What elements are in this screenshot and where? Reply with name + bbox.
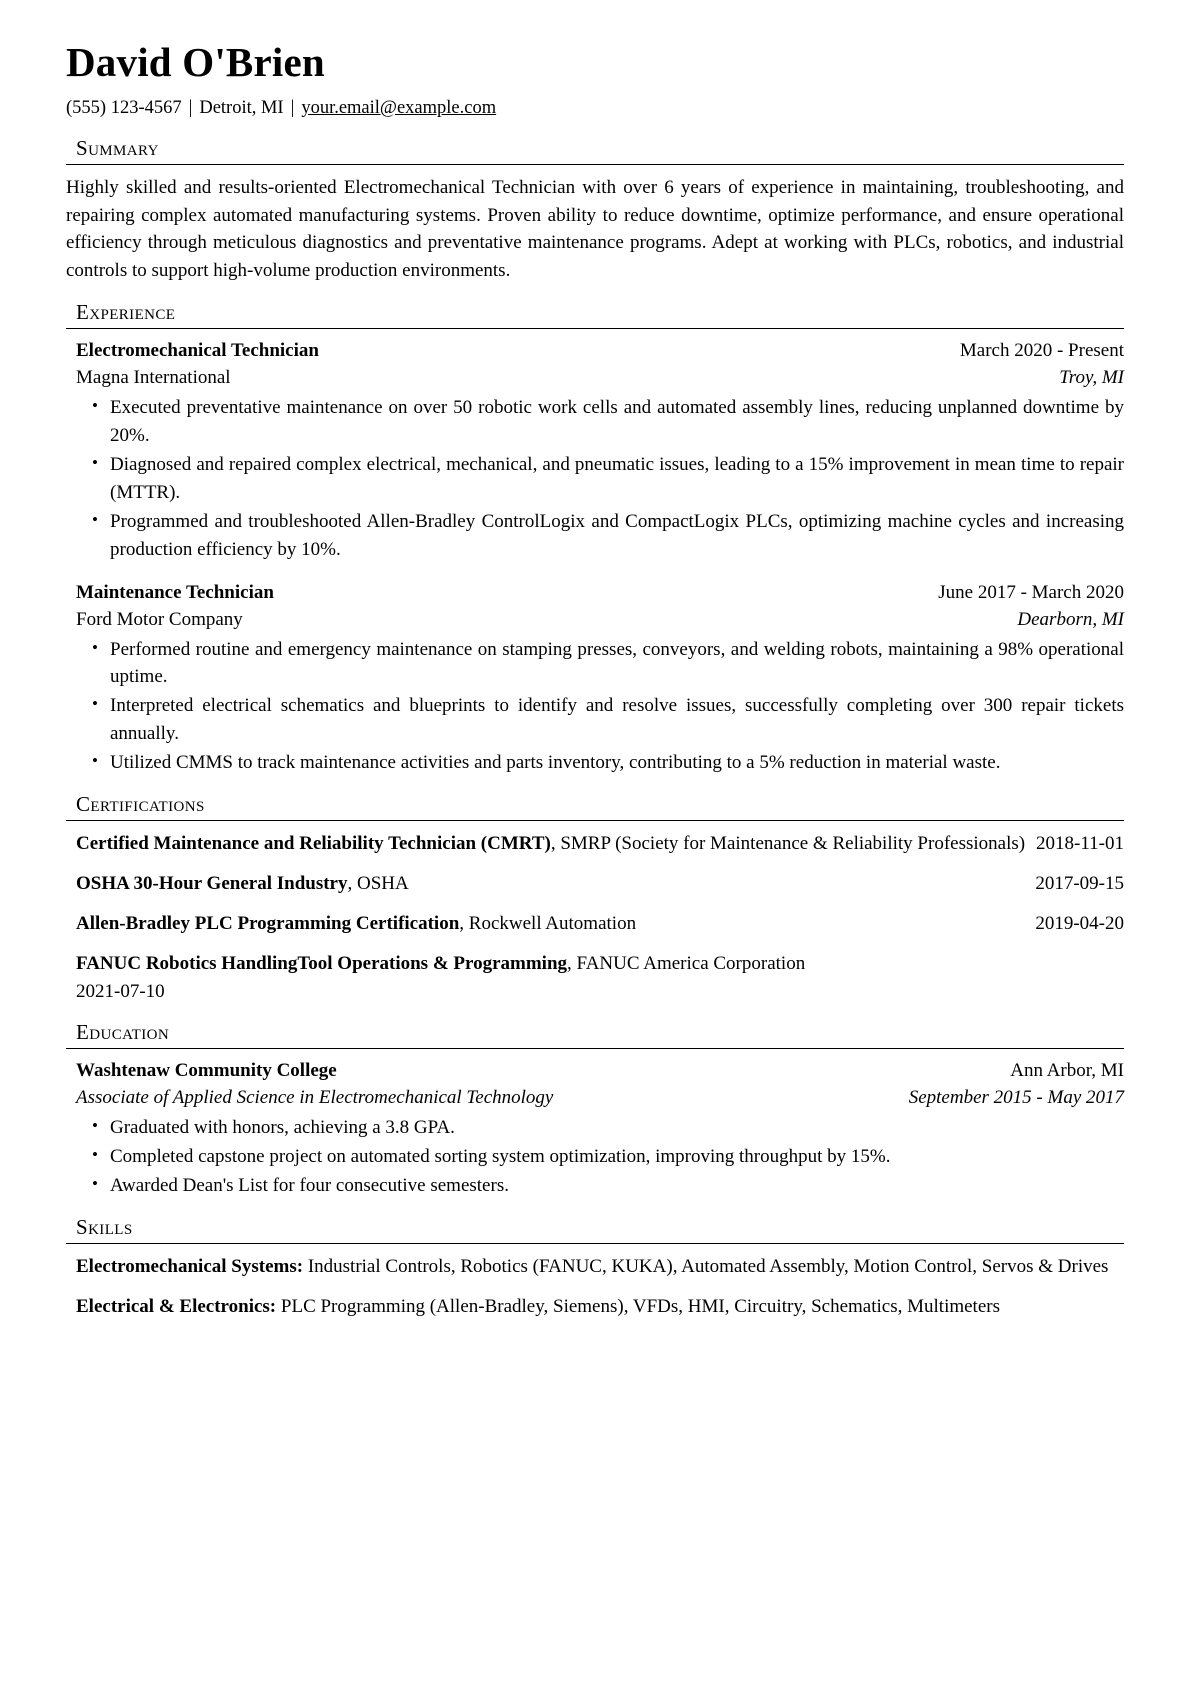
experience-bullet: • Executed preventative maintenance on over 50 robotic work cells and automated assembly lines, reducing unplanned downtime by 20%. [66, 394, 1124, 450]
certification-name: Allen-Bradley PLC Programming Certification [76, 912, 460, 934]
section-certifications [66, 792, 1124, 1005]
section-experience [66, 300, 1124, 777]
job-title: Electromechanical Technician [76, 340, 319, 362]
skill-category: Electrical & Electronics: [76, 1295, 277, 1317]
section-rule [66, 164, 1124, 165]
skill-group [66, 1253, 1124, 1281]
experience-bullet-list [66, 394, 1124, 564]
certification-date: 2018-11-01 [1036, 832, 1124, 854]
certification-entry [66, 910, 1124, 938]
section-education [66, 1020, 1124, 1199]
skill-items: PLC Programming (Allen-Bradley, Siemens), VFDs, HMI, Circuitry, Schematics, Multimeters [276, 1295, 1000, 1317]
certification-date: 2021-07-10 [76, 980, 165, 1002]
experience-entry-header [66, 338, 1124, 365]
skill-items: Industrial Controls, Robotics (FANUC, KUKA), Automated Assembly, Motion Control, Servos & Drives [303, 1255, 1109, 1277]
education-body [66, 1058, 1124, 1200]
certification-date: 2019-04-20 [1035, 912, 1124, 934]
experience-entry-subheader [66, 365, 1124, 392]
certification-name: OSHA 30-Hour General Industry [76, 872, 348, 894]
phone-text: (555) 123-4567 [66, 97, 182, 118]
section-title-experience: Experience [76, 300, 176, 325]
certifications-body [66, 830, 1124, 1006]
skill-group [66, 1293, 1124, 1321]
experience-bullet: • Diagnosed and repaired complex electrical, mechanical, and pneumatic issues, leading to a 15% improvement in mean time to repair (MTTR). [66, 451, 1124, 507]
school-name: Washtenaw Community College [76, 1060, 337, 1082]
education-dates: September 2015 - May 2017 [908, 1087, 1124, 1109]
experience-bullet: • Performed routine and emergency maintenance on stamping presses, conveyors, and welding robots, maintaining a 98% operational uptime. [66, 636, 1124, 692]
section-title-education: Education [76, 1020, 170, 1045]
summary-body [66, 174, 1124, 286]
resume-header [66, 40, 1124, 121]
education-entry [66, 1058, 1124, 1200]
certification-name: Certified Maintenance and Reliability Technician (CMRT) [76, 832, 551, 854]
experience-entry [66, 338, 1124, 563]
location-text: Detroit, MI [199, 97, 284, 118]
education-entry-header [66, 1058, 1124, 1085]
certification-entry [66, 950, 1124, 1006]
school-location: Ann Arbor, MI [1010, 1060, 1124, 1082]
experience-entry-header [66, 580, 1124, 607]
certification-issuer: , SMRP (Society for Maintenance & Reliability Professionals) [550, 832, 1026, 854]
job-location: Dearborn, MI [1017, 608, 1124, 630]
experience-bullet: • Programmed and troubleshooted Allen-Bradley ControlLogix and CompactLogix PLCs, optimizing machine cycles and increasing production efficiency by 10%. [66, 508, 1124, 564]
education-bullet: • Completed capstone project on automated sorting system optimization, improving throughput by 15%. [66, 1143, 1124, 1171]
summary-text: Highly skilled and results-oriented Electromechanical Technician with over 6 years of experience in maintaining, troubleshooting, and repairing complex automated manufacturing systems. Proven ability to reduce downtime, optimize performance, and ensure operational efficiency through meticulous diagnostics and preventative maintenance programs. Adept at working with PLCs, robotics, and industrial controls to support high-volume production environments. [66, 176, 1124, 282]
education-bullet: • Graduated with honors, achieving a 3.8 GPA. [66, 1114, 1124, 1142]
section-rule [66, 1243, 1124, 1244]
section-rule [66, 328, 1124, 329]
section-rule [66, 1048, 1124, 1049]
section-skills [66, 1215, 1124, 1321]
experience-body [66, 338, 1124, 777]
experience-bullet: • Interpreted electrical schematics and blueprints to identify and resolve issues, successfully completing over 300 repair tickets annually. [66, 692, 1124, 748]
section-title-skills: Skills [76, 1214, 133, 1239]
certification-name: FANUC Robotics HandlingTool Operations & Programming [76, 952, 568, 974]
company-name: Magna International [76, 367, 231, 389]
job-dates: March 2020 - Present [959, 340, 1124, 362]
degree-name: Associate of Applied Science in Electromechanical Technology [76, 1087, 554, 1109]
section-rule [66, 820, 1124, 821]
section-title-summary: Summary [76, 135, 159, 160]
email-link[interactable]: your.email@example.com [301, 97, 497, 118]
job-title: Maintenance Technician [76, 581, 274, 603]
candidate-name: David O'Brien [66, 39, 325, 85]
section-title-certifications: Certifications [76, 792, 205, 817]
experience-entry [66, 580, 1124, 778]
certification-issuer: , Rockwell Automation [459, 912, 637, 934]
certification-issuer: , OSHA [347, 872, 409, 894]
contact-separator: | [290, 97, 295, 118]
education-bullet-list [66, 1114, 1124, 1200]
certification-entry [66, 830, 1124, 858]
education-bullet: • Awarded Dean's List for four consecutive semesters. [66, 1172, 1124, 1200]
experience-bullet: • Utilized CMMS to track maintenance activities and parts inventory, contributing to a 5% reduction in material waste. [66, 749, 1124, 777]
certification-date: 2017-09-15 [1035, 872, 1124, 894]
experience-entry-subheader [66, 607, 1124, 634]
job-location: Troy, MI [1059, 367, 1124, 389]
skills-body [66, 1253, 1124, 1321]
job-dates: June 2017 - March 2020 [938, 581, 1124, 603]
skill-category: Electromechanical Systems: [76, 1255, 304, 1277]
certification-entry [66, 870, 1124, 898]
contact-line [66, 96, 1124, 121]
contact-separator: | [188, 97, 193, 118]
certification-issuer: , FANUC America Corporation [567, 952, 806, 974]
education-entry-subheader [66, 1085, 1124, 1112]
company-name: Ford Motor Company [76, 608, 243, 630]
section-summary [66, 136, 1124, 285]
experience-bullet-list [66, 636, 1124, 778]
